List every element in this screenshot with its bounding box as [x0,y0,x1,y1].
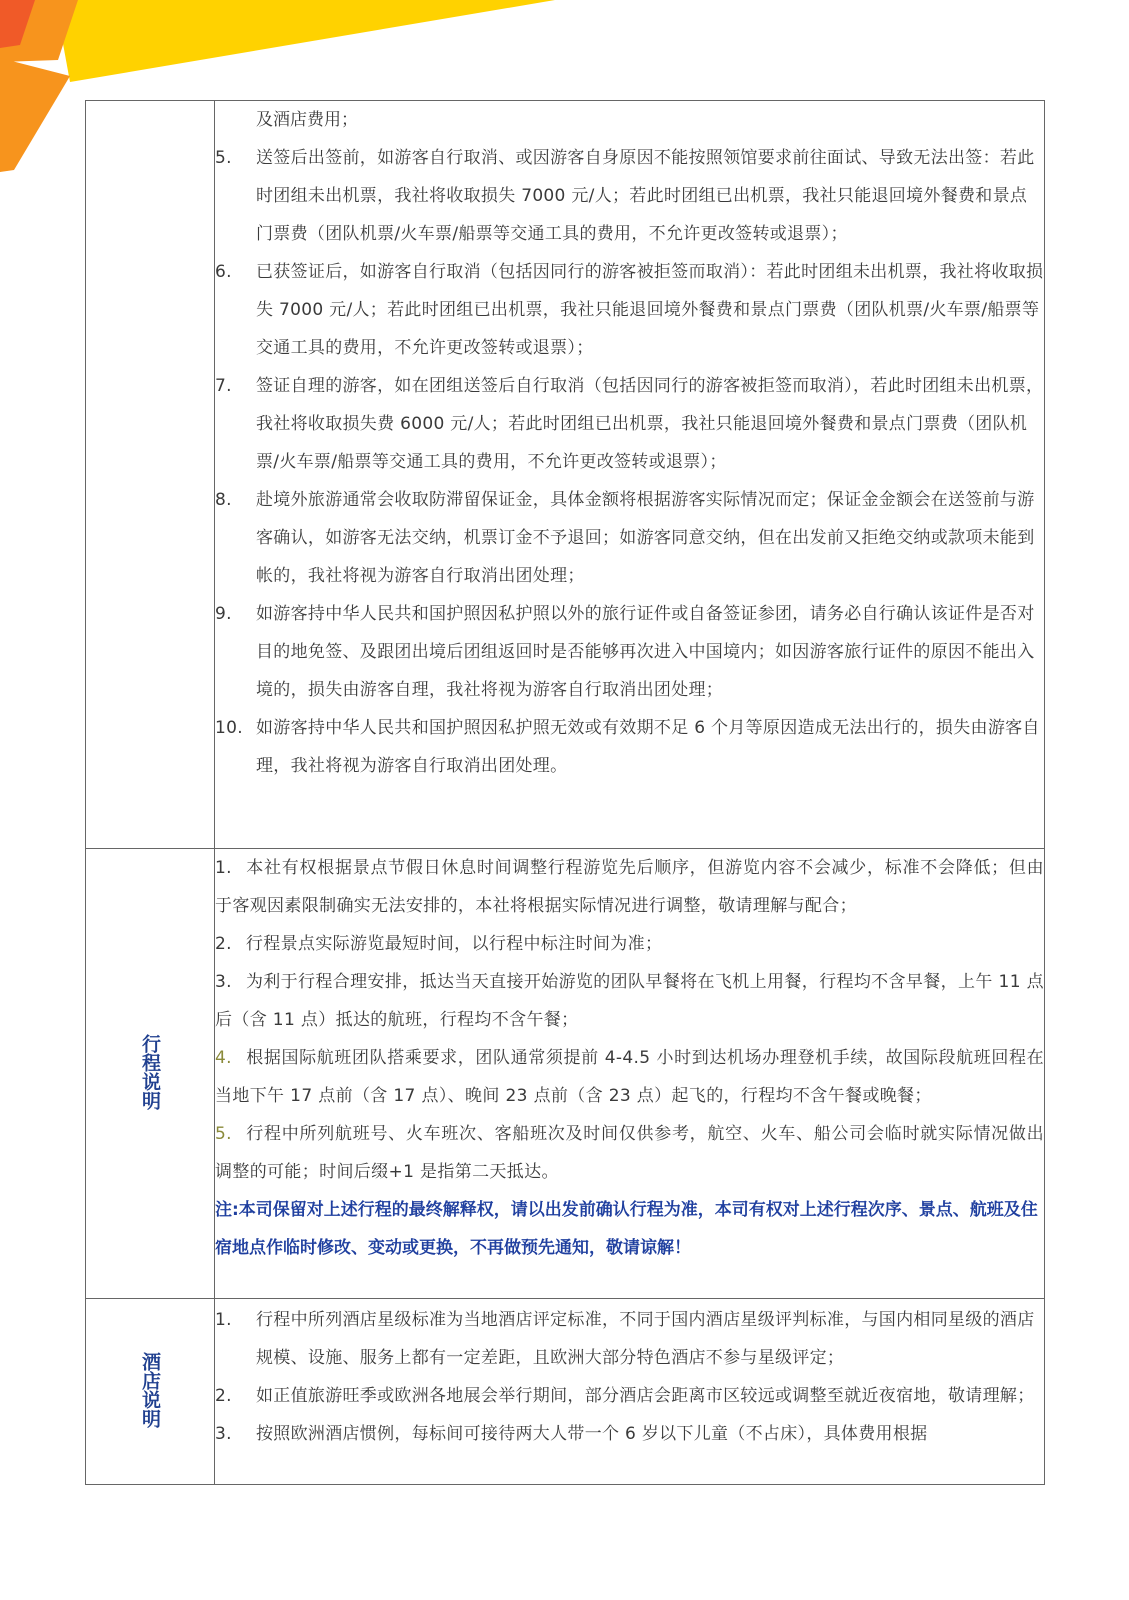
label-cell-empty [86,101,215,849]
list-item: 5. 送签后出签前，如游客自行取消、或因游客自身原因不能按照领馆要求前往面试、导致无法出签：若此时团组未出机票，我社将收取损失 7000 元/人；若此时团组已出机票，我社只能退回境外餐费和景点门票费（团队机票/火车票/船票等交通工具的费用，不允许更改签转或退票）； [215,148,1035,244]
list-item: 10. 如游客持中华人民共和国护照因私护照无效或有效期不足 6 个月等原因造成无法出行的，损失由游客自理，我社将视为游客自行取消出团处理。 [215,718,1040,776]
hotel-label-cell [86,1299,215,1485]
orange-wedge [0,58,70,172]
list-item: 3. 为利于行程合理安排，抵达当天直接开始游览的团队早餐将在飞机上用餐，行程均不含早餐，上午 11 点后（含 11 点）抵达的航班，行程均不含午餐； [215,972,1044,1030]
list-item: 4. 根据国际航班团队搭乘要求，团队通常须提前 4-4.5 小时到达机场办理登机手续，故国际段航班回程在当地下午 17 点前（含 17 点）、晚间 23 点前（含 23 点）起飞的，行程均不含午餐或晚餐； [215,1048,1044,1106]
row-itinerary [86,849,1045,1299]
list-item: 5. 行程中所列航班号、火车班次、客船班次及时间仅供参考，航空、火车、船公司会临时就实际情况做出调整的可能；时间后缀+1 是指第二天抵达。 [215,1124,1044,1182]
row-cancellation [86,101,1045,849]
list-item: 6. 已获签证后，如游客自行取消（包括因同行的游客被拒签而取消）：若此时团组未出机票，我社将收取损失 7000 元/人；若此时团组已出机票，我社只能退回境外餐费和景点门票费（团队机票/火车票/船票等交通工具的费用，不允许更改签转或退票）； [215,262,1044,358]
terms-table [85,100,1045,1485]
hotel-label: 酒店说明 [139,1351,161,1428]
list-item: 1. 行程中所列酒店星级标准为当地酒店评定标准，不同于国内酒店星级评判标准，与国内相同星级的酒店规模、设施、服务上都有一定差距，且欧洲大部分特色酒店不参与星级评定； [215,1310,1035,1368]
list-item: 3. 按照欧洲酒店惯例，每标间可接待两大人带一个 6 岁以下儿童（不占床），具体费用根据 [215,1424,928,1444]
itinerary-label: 行程说明 [139,1033,161,1110]
list-item: 7. 签证自理的游客，如在团组送签后自行取消（包括因同行的游客被拒签而取消），若此时团组未出机票，我社将收取损失费 6000 元/人；若此时团组已出机票，我社只能退回境外餐费和景点门票费（团队机票/火车票/船票等交通工具的费用，不允许更改签转或退票）； [215,376,1044,472]
list-item: 2. 如正值旅游旺季或欧洲各地展会举行期间，部分酒店会距离市区较远或调整至就近夜宿地，敬请理解； [215,1386,1035,1406]
list-item: 9. 如游客持中华人民共和国护照因私护照以外的旅行证件或自备签证参团，请务必自行确认该证件是否对目的地免签、及跟团出境后团组返回时是否能够再次进入中国境内；如因游客旅行证件的原因不能出入境的，损失由游客自理，我社将视为游客自行取消出团处理； [215,604,1035,700]
list-item: 8. 赴境外旅游通常会收取防滞留保证金，具体金额将根据游客实际情况而定；保证金金额会在送签前与游客确认，如游客无法交纳，机票订金不予退回；如游客同意交纳，但在出发前又拒绝交纳或款项未能到帐的，我社将视为游客自行取消出团处理； [215,490,1035,586]
row-hotel [86,1299,1045,1485]
cancellation-content [215,101,1045,849]
hotel-content [215,1299,1045,1485]
yellow-stripe [55,0,555,82]
itinerary-label-cell [86,849,215,1299]
continuation-text: 及酒店费用； [256,110,358,130]
itinerary-content [215,849,1045,1299]
itinerary-note: 注:本司保留对上述行程的最终解释权，请以出发前确认行程为准，本司有权对上述行程次序、景点、航班及住宿地点作临时修改、变动或更换，不再做预先通知，敬请谅解！ [215,1200,1038,1258]
list-item: 1. 本社有权根据景点节假日休息时间调整行程游览先后顺序，但游览内容不会减少，标准不会降低；但由于客观因素限制确实无法安排的，本社将根据实际情况进行调整，敬请理解与配合； [215,858,1044,916]
list-item: 2. 行程景点实际游览最短时间，以行程中标注时间为准； [215,934,663,954]
